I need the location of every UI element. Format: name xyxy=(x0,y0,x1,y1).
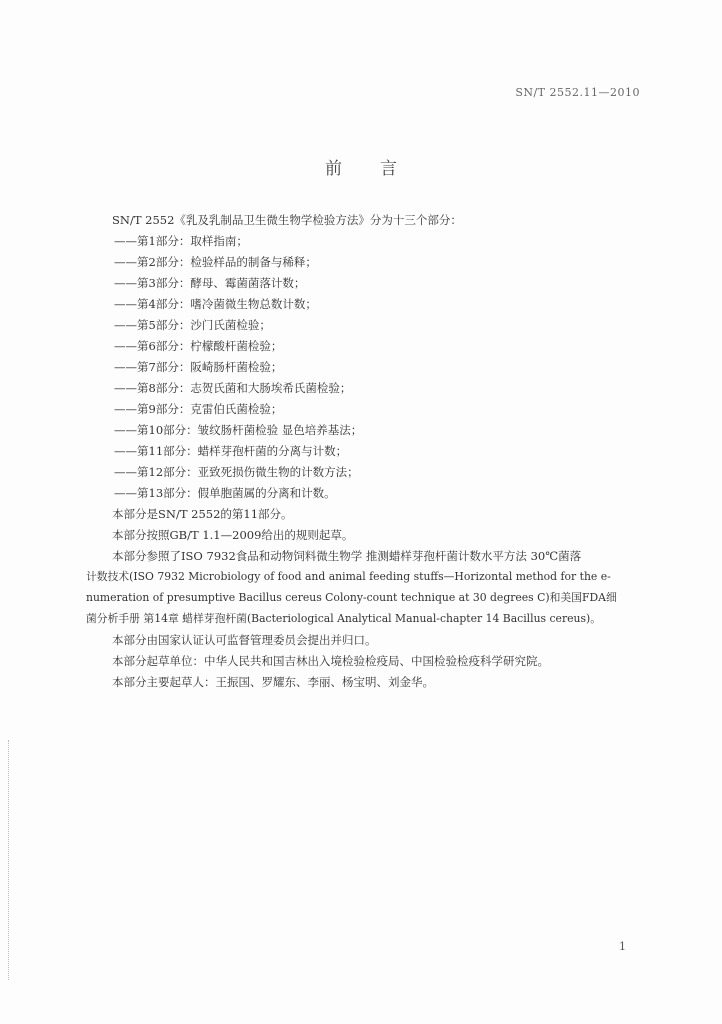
paragraph: 本部分起草单位：中华人民共和国吉林出入境检验检疫局、中国检验检疫科学研究院。 xyxy=(112,654,549,668)
paragraph: 本部分参照了ISO 7932食品和动物饲料微生物学 推测蜡样芽孢杆菌计数水平方法 30℃菌落 xyxy=(112,549,582,563)
paragraph: 本部分是SN/T 2552的第11部分。 xyxy=(112,507,293,521)
scan-edge-mark xyxy=(8,740,10,980)
page-number: 1 xyxy=(619,940,626,953)
paragraph: 本部分由国家认证认可监督管理委员会提出并归口。 xyxy=(112,633,377,647)
list-item: ——第4部分：嗜冷菌微生物总数计数； xyxy=(114,297,317,311)
list-item: ——第7部分：阪崎肠杆菌检验； xyxy=(114,360,283,374)
paragraph-continuation: 菌分析手册 第14章 蜡样芽孢杆菌(Bacteriological Analytical Manual-chapter 14 Bacillus cereus)。 xyxy=(86,612,601,625)
list-item: ——第10部分：皱纹肠杆菌检验 显色培养基法； xyxy=(114,423,363,437)
paragraph: 本部分主要起草人：王振国、罗耀东、李丽、杨宝明、刘金华。 xyxy=(112,675,434,689)
paragraph-continuation: 计数技术(ISO 7932 Microbiology of food and animal feeding stuffs—Horizontal method for the e- xyxy=(86,570,611,583)
intro-line: SN/T 2552《乳及乳制品卫生微生物学检验方法》分为十三个部分： xyxy=(112,213,462,227)
list-item: ——第6部分：柠檬酸杆菌检验； xyxy=(114,339,283,353)
paragraph: 本部分按照GB/T 1.1—2009给出的规则起草。 xyxy=(112,528,354,542)
list-item: ——第3部分：酵母、霉菌菌落计数； xyxy=(114,276,306,290)
list-item: ——第11部分：蜡样芽孢杆菌的分离与计数； xyxy=(114,444,348,458)
page-title: 前言 xyxy=(325,159,435,179)
list-item: ——第12部分：亚致死损伤微生物的计数方法； xyxy=(114,465,359,479)
list-item: ——第13部分：假单胞菌属的分离和计数。 xyxy=(114,486,336,500)
paragraph-continuation: numeration of presumptive Bacillus cereus Colony-count technique at 30 degrees C)和美国FDA细 xyxy=(86,591,617,604)
list-item: ——第1部分：取样指南； xyxy=(114,234,248,248)
list-item: ——第2部分：检验样品的制备与稀释； xyxy=(114,255,317,269)
standard-code: SN/T 2552.11—2010 xyxy=(515,86,640,99)
list-item: ——第9部分：克雷伯氏菌检验； xyxy=(114,402,283,416)
list-item: ——第8部分：志贺氏菌和大肠埃希氏菌检验； xyxy=(114,381,352,395)
list-item: ——第5部分：沙门氏菌检验； xyxy=(114,318,271,332)
